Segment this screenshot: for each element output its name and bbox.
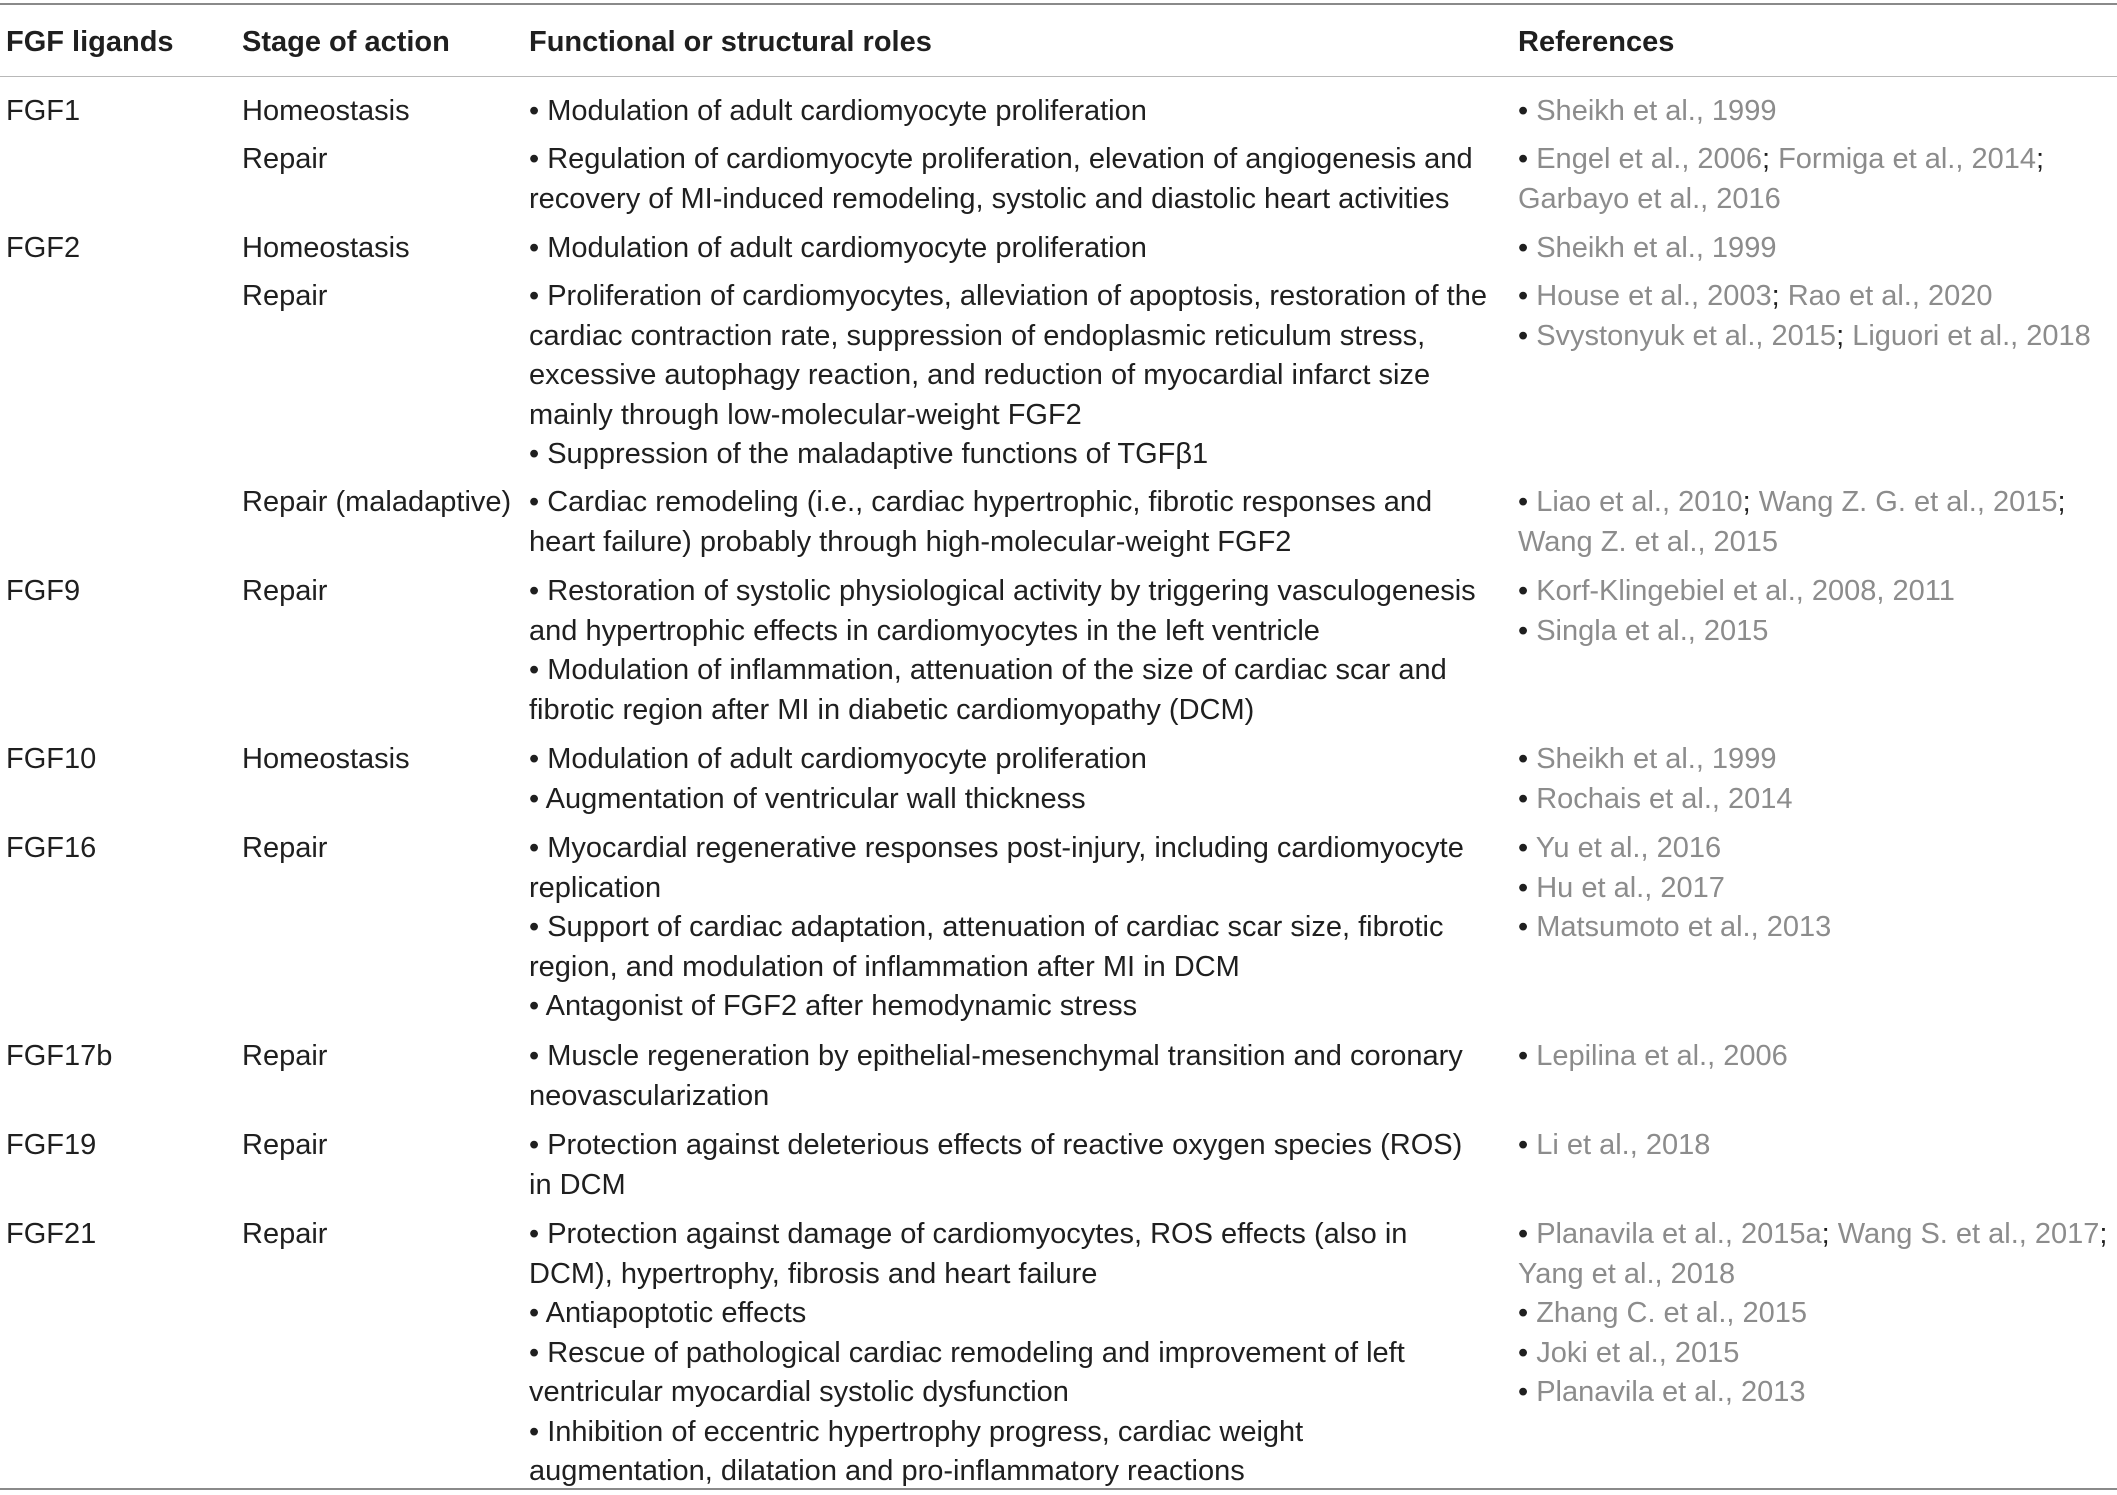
reference-link[interactable]: Li et al., 2018 — [1536, 1129, 1711, 1161]
reference-link[interactable]: House et al., 2003 — [1536, 280, 1772, 312]
stage-cell: Repair — [242, 143, 328, 175]
reference-item — [1518, 229, 2117, 269]
table-row-group — [0, 572, 2117, 730]
roles-cell — [529, 829, 1489, 1027]
references-cell — [1518, 829, 2117, 948]
reference-separator: ; — [1761, 143, 1779, 175]
role-item: • Modulation of adult cardiomyocyte proliferation — [529, 743, 1147, 775]
table-row — [0, 277, 2117, 475]
bullet-icon: • — [1518, 832, 1536, 864]
reference-separator: ; — [2036, 143, 2045, 175]
reference-link[interactable]: Wang Z. et al., 2015 — [1518, 525, 1779, 558]
reference-item — [1518, 1215, 2117, 1294]
bullet-icon: • — [1518, 1336, 1537, 1369]
reference-separator: ; — [2099, 1218, 2108, 1250]
reference-item — [1518, 1037, 2117, 1077]
references-cell — [1518, 740, 2117, 819]
ligand-cell: FGF1 — [6, 95, 81, 127]
reference-link[interactable]: Sheikh et al., 1999 — [1536, 743, 1777, 775]
reference-link[interactable]: Lepilina et al., 2006 — [1536, 1040, 1788, 1072]
bullet-icon: • — [1518, 782, 1537, 815]
reference-link[interactable]: Wang S. et al., 2017 — [1837, 1218, 2100, 1250]
references-cell — [1518, 1037, 2117, 1077]
role-item: • Myocardial regenerative responses post-injury, including cardiomyocyte replication — [529, 832, 1464, 904]
reference-link[interactable]: Rao et al., 2020 — [1787, 280, 1993, 312]
reference-link[interactable]: Korf-Klingebiel et al., 2008, 2011 — [1536, 575, 1955, 607]
reference-separator: ; — [1821, 1218, 1838, 1250]
bullet-icon: • — [1518, 1218, 1537, 1250]
reference-link[interactable]: Svystonyuk et al., 2015 — [1536, 319, 1837, 352]
header-ligands: FGF ligands — [6, 26, 174, 58]
bullet-icon: • — [1518, 232, 1537, 264]
role-item: • Suppression of the maladaptive functions of TGFβ1 — [529, 438, 1209, 470]
bullet-icon: • — [529, 486, 548, 518]
bullet-icon: • — [529, 143, 548, 175]
stage-cell: Repair — [242, 1218, 328, 1250]
bullet-icon: • — [529, 1415, 548, 1448]
reference-link[interactable]: Sheikh et al., 1999 — [1536, 232, 1777, 264]
role-item: • Protection against deleterious effects of reactive oxygen species (ROS) in DCM — [529, 1129, 1463, 1201]
roles-cell — [529, 277, 1489, 475]
bullet-icon: • — [529, 782, 546, 815]
ligand-cell: FGF2 — [6, 232, 81, 264]
reference-link[interactable]: Liao et al., 2010 — [1536, 486, 1743, 518]
table-row — [0, 92, 2117, 132]
table-row — [0, 572, 2117, 730]
role-item: • Support of cardiac adaptation, attenuation of cardiac scar size, fibrotic region, and modulation of inflammation after MI in DCM — [529, 911, 1444, 983]
roles-cell — [529, 140, 1489, 219]
reference-link[interactable]: Formiga et al., 2014 — [1778, 143, 2036, 175]
table-body — [0, 92, 2117, 1492]
bullet-icon: • — [529, 575, 548, 607]
bullet-icon: • — [529, 280, 548, 312]
reference-item — [1518, 317, 2117, 357]
bullet-icon: • — [529, 1297, 546, 1329]
references-cell — [1518, 229, 2117, 269]
stage-cell: Repair — [242, 280, 328, 312]
reference-link[interactable]: Yang et al., 2018 — [1518, 1257, 1736, 1290]
bullet-icon: • — [1518, 486, 1537, 518]
table-row — [0, 740, 2117, 819]
reference-link[interactable]: Garbayo et al., 2016 — [1518, 182, 1781, 215]
bullet-icon: • — [529, 1336, 548, 1369]
bullet-icon: • — [529, 1040, 548, 1072]
reference-link[interactable]: Planavila et al., 2013 — [1536, 1376, 1806, 1408]
table-row-group — [0, 1215, 2117, 1492]
roles-cell — [529, 229, 1489, 269]
reference-link[interactable]: Hu et al., 2017 — [1536, 871, 1725, 904]
bullet-icon: • — [1518, 743, 1537, 775]
bullet-icon: • — [1518, 143, 1537, 175]
references-cell — [1518, 483, 2117, 562]
bullet-icon: • — [1518, 319, 1537, 352]
reference-item — [1518, 1373, 2117, 1413]
reference-link[interactable]: Zhang C. et al., 2015 — [1536, 1297, 1808, 1329]
role-item: • Modulation of adult cardiomyocyte proliferation — [529, 232, 1147, 264]
ligand-cell: FGF21 — [6, 1218, 97, 1250]
stage-cell: Repair (maladaptive) — [242, 486, 512, 518]
reference-separator: ; — [1771, 280, 1788, 312]
role-item: • Regulation of cardiomyocyte proliferation, elevation of angiogenesis and recovery of MI-induced remodeling, systolic and diastolic heart activities — [529, 143, 1473, 215]
stage-cell: Repair — [242, 832, 328, 864]
reference-item — [1518, 908, 2117, 948]
reference-item — [1518, 780, 2117, 820]
header-roles: Functional or structural roles — [529, 26, 932, 58]
bullet-icon: • — [1518, 1297, 1537, 1329]
table-row-group — [0, 92, 2117, 219]
bullet-icon: • — [529, 95, 548, 127]
table-row-group — [0, 1126, 2117, 1205]
table-row — [0, 1126, 2117, 1205]
table-row — [0, 1037, 2117, 1116]
table-top-rule — [0, 3, 2117, 5]
table-row-group — [0, 229, 2117, 562]
roles-cell — [529, 483, 1489, 562]
roles-cell — [529, 1037, 1489, 1116]
references-cell — [1518, 277, 2117, 356]
reference-item — [1518, 483, 2117, 562]
reference-item — [1518, 740, 2117, 780]
bullet-icon: • — [529, 1129, 548, 1161]
role-item: • Muscle regeneration by epithelial-mesenchymal transition and coronary neovascularization — [529, 1040, 1463, 1112]
bullet-icon: • — [529, 232, 548, 264]
references-cell — [1518, 92, 2117, 132]
references-cell — [1518, 572, 2117, 651]
reference-separator: ; — [1742, 486, 1759, 518]
references-cell — [1518, 140, 2117, 219]
reference-item — [1518, 829, 2117, 869]
references-cell — [1518, 1215, 2117, 1413]
table-row-group — [0, 740, 2117, 819]
table-bottom-rule — [0, 1488, 2117, 1490]
role-item: • Inhibition of eccentric hypertrophy progress, cardiac weight augmentation, dilatation and pro-inflammatory reactions — [529, 1415, 1304, 1487]
roles-cell — [529, 740, 1489, 819]
table-row — [0, 483, 2117, 562]
stage-cell: Repair — [242, 1129, 328, 1161]
ligand-cell: FGF10 — [6, 743, 97, 775]
bullet-icon: • — [529, 743, 548, 775]
table-row-group — [0, 829, 2117, 1027]
roles-cell — [529, 92, 1489, 132]
bullet-icon: • — [1518, 575, 1537, 607]
bullet-icon: • — [1518, 614, 1537, 647]
role-item: • Rescue of pathological cardiac remodeling and improvement of left ventricular myocardial systolic dysfunction — [529, 1336, 1405, 1408]
reference-link[interactable]: Sheikh et al., 1999 — [1536, 95, 1777, 127]
reference-item — [1518, 612, 2117, 652]
bullet-icon: • — [1518, 1376, 1537, 1408]
table-row — [0, 140, 2117, 219]
role-item: • Cardiac remodeling (i.e., cardiac hypertrophic, fibrotic responses and heart failure) probably through high-molecular-weight FGF2 — [529, 486, 1433, 558]
bullet-icon: • — [1518, 1129, 1537, 1161]
bullet-icon: • — [529, 438, 548, 470]
reference-link[interactable]: Liguori et al., 2018 — [1852, 319, 2091, 352]
reference-item — [1518, 1294, 2117, 1334]
roles-cell — [529, 572, 1489, 730]
role-item: • Proliferation of cardiomyocytes, alleviation of apoptosis, restoration of the cardiac contraction rate, suppression of endoplasmic reticulum stress, excessive autophagy reaction, and reduction of myocardial infarct size mainly through low-molecular-weight FGF2 — [529, 280, 1487, 431]
reference-item — [1518, 140, 2117, 219]
reference-link[interactable]: Matsumoto et al., 2013 — [1536, 911, 1832, 943]
ligand-cell: FGF17b — [6, 1040, 113, 1072]
bullet-icon: • — [529, 911, 548, 943]
bullet-icon: • — [529, 990, 546, 1022]
stage-cell: Homeostasis — [242, 232, 410, 264]
ligand-cell: FGF9 — [6, 575, 81, 607]
reference-link[interactable]: Engel et al., 2006 — [1536, 143, 1762, 175]
table-row-group — [0, 1037, 2117, 1116]
stage-cell: Homeostasis — [242, 743, 410, 775]
role-item: • Protection against damage of cardiomyocytes, ROS effects (also in DCM), hypertrophy, fibrosis and heart failure — [529, 1218, 1408, 1290]
reference-item — [1518, 277, 2117, 317]
reference-link[interactable]: Joki et al., 2015 — [1536, 1336, 1740, 1369]
stage-cell: Repair — [242, 1040, 328, 1072]
reference-item — [1518, 1334, 2117, 1374]
table-row — [0, 229, 2117, 269]
bullet-icon: • — [529, 654, 548, 686]
header-references: References — [1518, 26, 1675, 58]
bullet-icon: • — [529, 1218, 548, 1250]
bullet-icon: • — [1518, 1040, 1537, 1072]
reference-separator: ; — [1836, 319, 1853, 352]
role-item: • Augmentation of ventricular wall thickness — [529, 782, 1086, 815]
reference-item — [1518, 1126, 2117, 1166]
table-row — [0, 1215, 2117, 1492]
reference-link[interactable]: Wang Z. G. et al., 2015 — [1758, 486, 2058, 518]
role-item: • Modulation of inflammation, attenuation of the size of cardiac scar and fibrotic region after MI in diabetic cardiomyopathy (DCM) — [529, 654, 1447, 726]
bullet-icon: • — [529, 832, 548, 864]
table-row — [0, 829, 2117, 1027]
ligand-cell: FGF19 — [6, 1129, 97, 1161]
stage-cell: Repair — [242, 575, 328, 607]
roles-cell — [529, 1215, 1489, 1492]
role-item: • Antagonist of FGF2 after hemodynamic stress — [529, 990, 1138, 1022]
reference-link[interactable]: Rochais et al., 2014 — [1536, 782, 1793, 815]
role-item: • Modulation of adult cardiomyocyte proliferation — [529, 95, 1147, 127]
reference-item — [1518, 572, 2117, 612]
reference-link[interactable]: Singla et al., 2015 — [1536, 614, 1769, 647]
reference-item — [1518, 92, 2117, 132]
reference-link[interactable]: Planavila et al., 2015a — [1536, 1218, 1822, 1250]
bullet-icon: • — [1518, 911, 1537, 943]
table-header-row — [0, 20, 2117, 64]
reference-separator: ; — [2057, 486, 2066, 518]
bullet-icon: • — [1518, 280, 1537, 312]
reference-link[interactable]: Yu et al., 2016 — [1535, 832, 1722, 864]
role-item: • Restoration of systolic physiological activity by triggering vasculogenesis and hypertrophic effects in cardiomyocytes in the left ventricle — [529, 575, 1476, 647]
header-stage: Stage of action — [242, 26, 450, 58]
references-cell — [1518, 1126, 2117, 1166]
bullet-icon: • — [1518, 871, 1537, 904]
bullet-icon: • — [1518, 95, 1537, 127]
stage-cell: Homeostasis — [242, 95, 410, 127]
ligand-cell: FGF16 — [6, 832, 97, 864]
reference-item — [1518, 869, 2117, 909]
roles-cell — [529, 1126, 1489, 1205]
role-item: • Antiapoptotic effects — [529, 1297, 807, 1329]
table-header-rule — [0, 76, 2117, 77]
